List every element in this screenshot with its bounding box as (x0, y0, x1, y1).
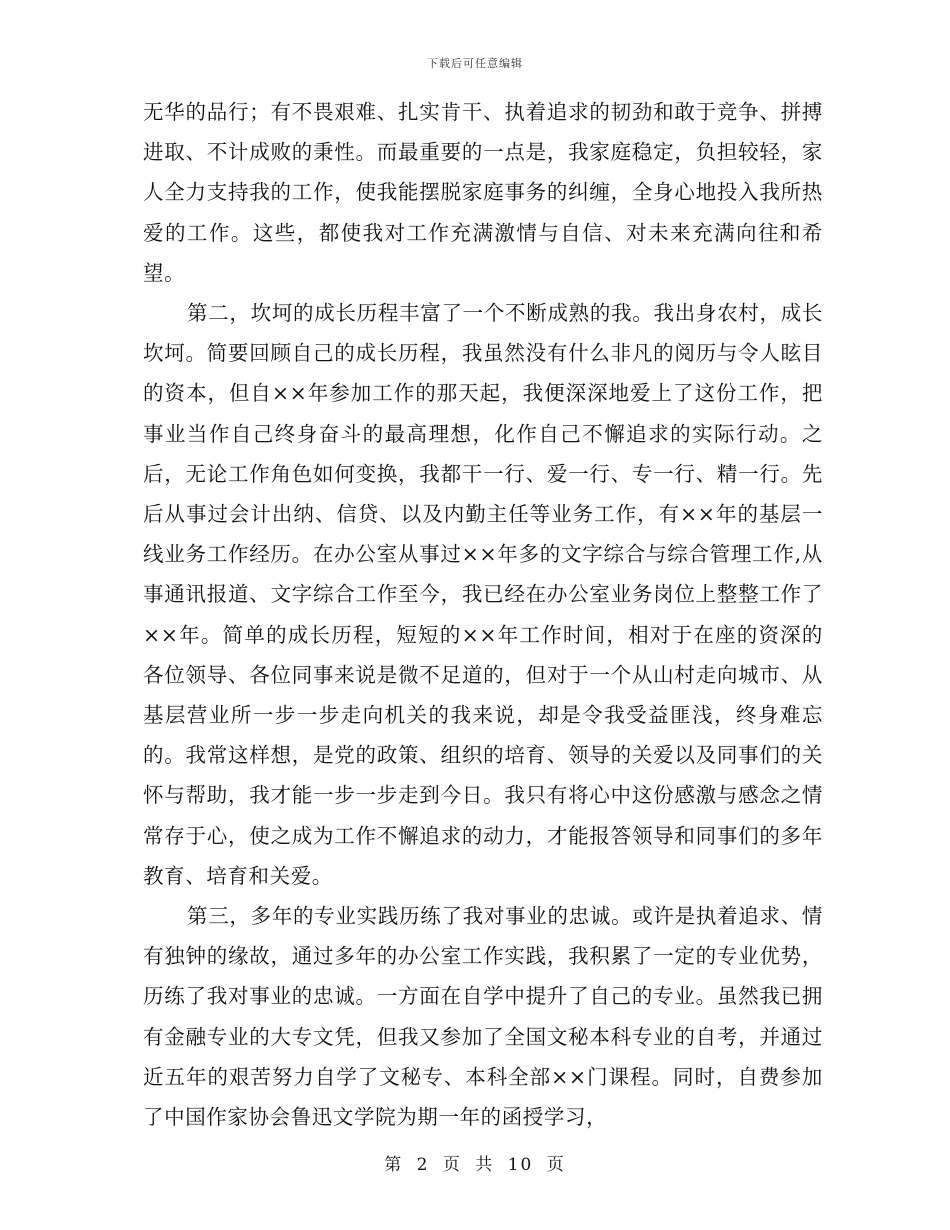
page-number-footer: 第 2 页 共 10 页 (384, 1155, 566, 1175)
page-header: 下载后可任意编辑 (427, 57, 523, 70)
paragraph-continued: 无华的品行；有不畏艰难、扎实肯干、执着追求的韧劲和敢于竞争、拼搏进取、不计成败的秉性。而最重要的一点是，我家庭稳定，负担较轻，家人全力支持我的工作，使我能摆脱家庭事务的纠缠，全身心地投入我所热爱的工作。这些，都使我对工作充满激情与自信、对未来充满向往和希望。 (143, 100, 823, 285)
document-body (143, 92, 823, 1137)
paragraph-third: 第三，多年的专业实践历练了我对事业的忠诚。或许是执着追求、情有独钟的缘故，通过多年的办公室工作实践，我积累了一定的专业优势，历练了我对事业的忠诚。一方面在自学中提升了自己的专业。虽然我已拥有金融专业的大专文凭，但我又参加了全国文秘本科专业的自考，并通过近五年的艰苦努力自学了文秘专、本科全部××门课程。同时，自费参加了中国作家协会鲁迅文学院为期一年的函授学习， (143, 904, 823, 1130)
paragraph-second: 第二，坎坷的成长历程丰富了一个不断成熟的我。我出身农村，成长坎坷。简要回顾自己的成长历程，我虽然没有什么非凡的阅历与令人眩目的资本，但自××年参加工作的那天起，我便深深地爱上了这份工作，把事业当作自己终身奋斗的最高理想，化作自己不懈追求的实际行动。之后，无论工作角色如何变换，我都干一行、爱一行、专一行、精一行。先后从事过会计出纳、信贷、以及内勤主任等业务工作，有××年的基层一线业务工作经历。在办公室从事过××年多的文字综合与综合管理工作,从事通讯报道、文字综合工作至今，我已经在办公室业务岗位上整整工作了××年。简单的成长历程，短短的××年工作时间，相对于在座的资深的各位领导、各位同事来说是微不足道的，但对于一个从山村走向城市、从基层营业所一步一步走向机关的我来说，却是令我受益匪浅，终身难忘的。我常这样想，是党的政策、组织的培育、领导的关爱以及同事们的关怀与帮助，我才能一步一步走到今日。我只有将心中这份感激与感念之情常存于心，使之成为工作不懈追求的动力，才能报答领导和同事们的多年教育、培育和关爱。 (143, 301, 823, 888)
